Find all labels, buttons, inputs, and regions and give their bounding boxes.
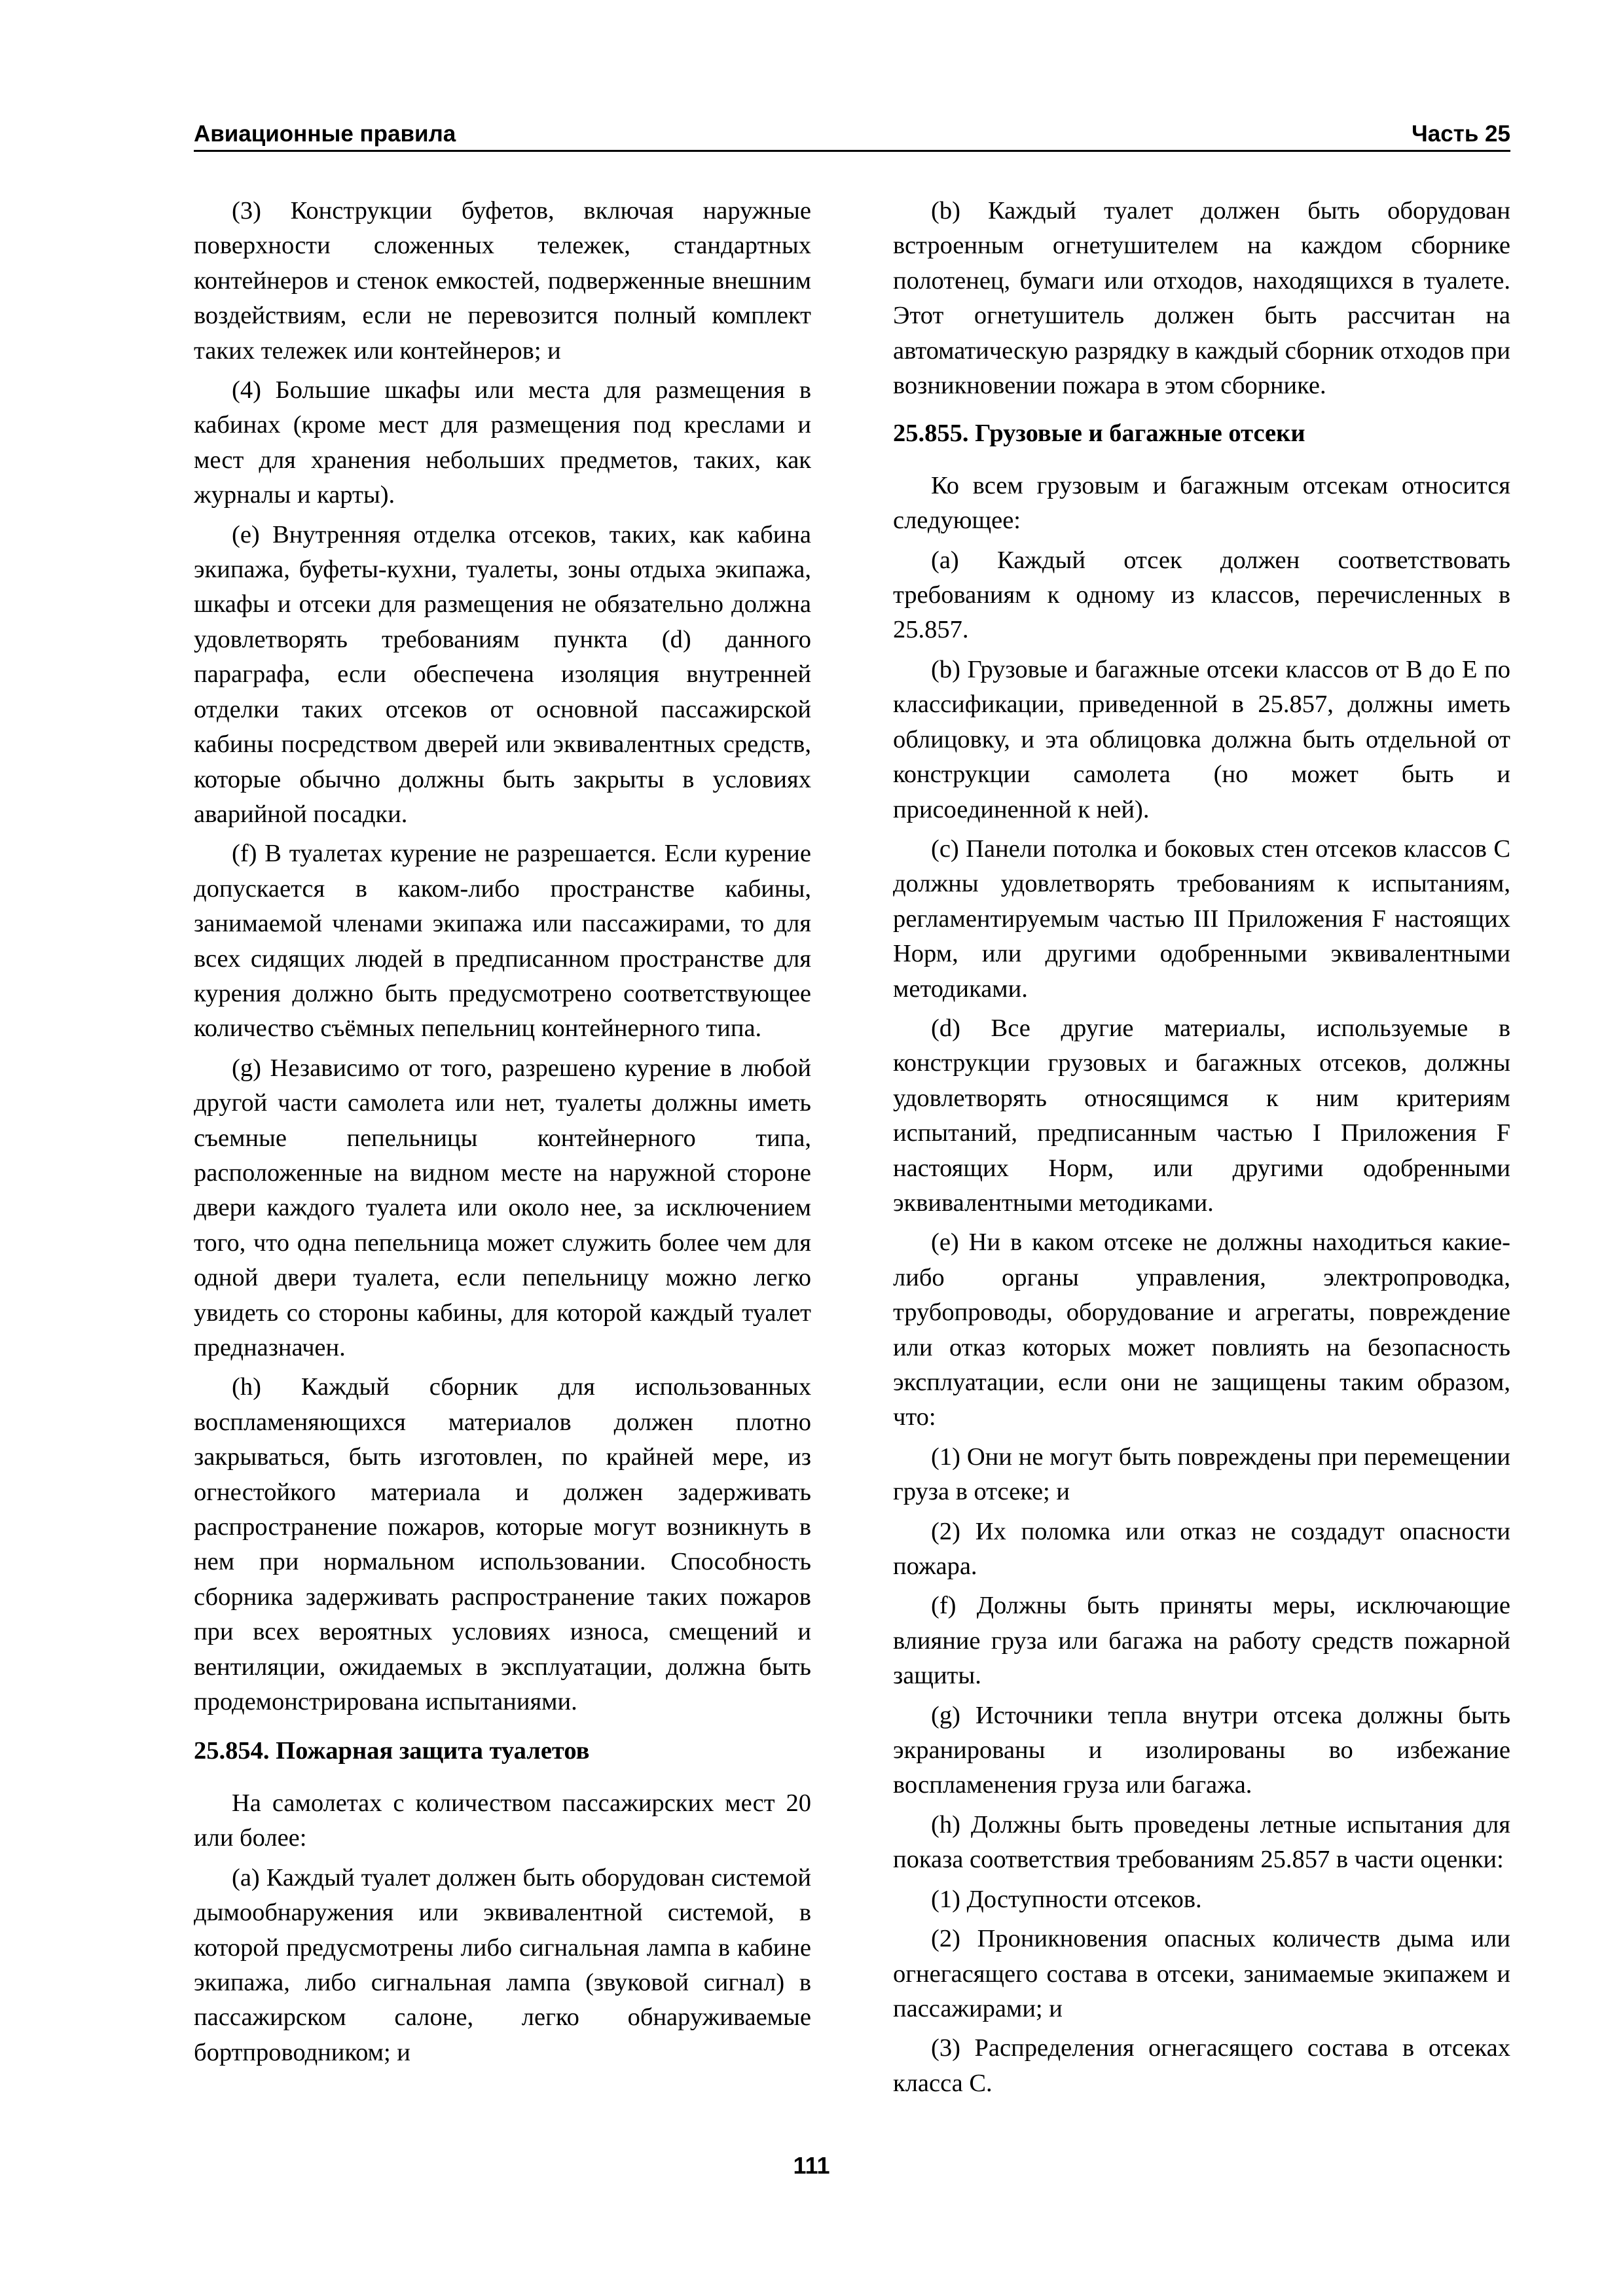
paragraph: (4) Большие шкафы или места для размещения в кабинах (кроме мест для размещения под креслами и мест для хранения небольших предметов, таких, как журналы и карты).	[194, 376, 811, 509]
paragraph: (b) Грузовые и багажные отсеки классов от В до Е по классификации, приведенной в 25.857, должны иметь облицовку, и эта облицовка должна быть отдельной от конструкции самолета (но может быть и присоединенной к ней).	[893, 655, 1510, 823]
paragraph: (f) В туалетах курение не разрешается. Если курение допускается в каком-либо пространстве кабины, занимаемой членами экипажа или пассажирами, то для всех сидящих людей в предписанном пространстве для курения должно быть предусмотрено соответствующее количество съёмных пепельниц контейнерного типа.	[194, 840, 811, 1043]
paragraph: (h) Каждый сборник для использованных воспламеняющихся материалов должен плотно закрываться, быть изготовлен, по крайней мере, из огнестойкого материала и должен задерживать распространение пожаров, которые могут возникнуть в нем при нормальном использовании. Способность сборника задерживать распространение таких пожаров при всех вероятных условиях износа, смещений и вентиляции, ожидаемых в эксплуатации, должна быть продемонстрирована испытаниями.	[194, 1373, 811, 1716]
paragraph: (d) Все другие материалы, используемые в конструкции грузовых и багажных отсеков, должны удовлетворять относящимся к ним критериям испытаний, предписанным частью I Приложения F настоящих Норм, или другими одобренными эквивалентными методиками.	[893, 1014, 1510, 1217]
paragraph: (a) Каждый туалет должен быть оборудован системой дымообнаружения или эквивалентной системой, в которой предусмотрены либо сигнальная лампа в кабине экипажа, либо сигнальная лампа (звуковой сигнал) в пассажирском салоне, легко обнаруживаемые бортпроводником; и	[194, 1863, 811, 2066]
paragraph: (2) Проникновения опасных количеств дыма или огнегасящего состава в отсеки, занимаемые экипажем и пассажирами; и	[893, 1925, 1510, 2022]
header-part: Часть 25	[1412, 121, 1510, 147]
running-header	[194, 115, 1510, 152]
paragraph: (1) Доступности отсеков.	[931, 1885, 1202, 1913]
paragraph: (e) Внутренняя отделка отсеков, таких, как кабина экипажа, буфеты-кухни, туалеты, зоны отдыха экипажа, шкафы и отсеки для размещения не обязательно должна удовлетворять требованиям пункта (d) данного параграфа, если обеспечена изоляция внутренней отделки таких отсеков от основной пассажирской кабины посредством дверей или эквивалентных средств, которые обычно должны быть закрыты в условиях аварийной посадки.	[194, 520, 811, 828]
paragraph: (1) Они не могут быть повреждены при перемещении груза в отсеке; и	[893, 1443, 1510, 1506]
section-heading: 25.854. Пожарная защита туалетов	[194, 1737, 590, 1765]
right-column	[893, 194, 1510, 2106]
header-title: Авиационные правила	[194, 121, 456, 147]
paragraph: На самолетах с количеством пассажирских мест 20 или более:	[194, 1789, 811, 1852]
paragraph: (3) Распределения огнегасящего состава в отсеках класса С.	[893, 2034, 1510, 2097]
paragraph: (2) Их поломка или отказ не создадут опасности пожара.	[893, 1517, 1510, 1581]
paragraph: (3) Конструкции буфетов, включая наружные поверхности сложенных тележек, стандартных контейнеров и стенок емкостей, подверженные внешним воздействиям, если не перевозится полный комплект таких тележек или контейнеров; и	[194, 197, 811, 365]
page-number: 111	[793, 2152, 830, 2179]
paragraph: (c) Панели потолка и боковых стен отсеков классов С должны удовлетворять требованиям к испытаниям, регламентируемым частью III Приложения F настоящих Норм, или другими одобренными эквивалентными методиками.	[893, 834, 1510, 1003]
paragraph: (g) Источники тепла внутри отсека должны быть экранированы и изолированы во избежание воспламенения груза или багажа.	[893, 1701, 1510, 1799]
paragraph: (e) Ни в каком отсеке не должны находиться какие-либо органы управления, электропроводка, трубопроводы, оборудование и агрегаты, повреждение или отказ которых может повлиять на безопасность эксплуатации, если они не защищены таким образом, что:	[893, 1229, 1510, 1431]
section-heading: 25.855. Грузовые и багажные отсеки	[893, 420, 1305, 448]
left-column	[194, 194, 811, 2075]
paragraph: Ко всем грузовым и багажным отсекам относится следующее:	[893, 471, 1510, 535]
paragraph: (g) Независимо от того, разрешено курение в любой другой части самолета или нет, туалеты должны иметь съемные пепельницы контейнерного типа, расположенные на видном месте на наружной стороне двери каждого туалета или около нее, за исключением того, что одна пепельница может служить более чем для одной двери туалета, если пепельницу можно легко увидеть со стороны кабины, для которой каждый туалет предназначен.	[194, 1054, 811, 1361]
paragraph: (b) Каждый туалет должен быть оборудован встроенным огнетушителем на каждом сборнике полотенец, бумаги или отходов, находящихся в туалете. Этот огнетушитель должен быть рассчитан на автоматическую разрядку в каждый сборник отходов при возникновении пожара в этом сборнике.	[893, 197, 1510, 400]
paragraph: (f) Должны быть приняты меры, исключающие влияние груза или багажа на работу средств пожарной защиты.	[893, 1592, 1510, 1690]
paragraph: (a) Каждый отсек должен соответствовать требованиям к одному из классов, перечисленных в 25.857.	[893, 546, 1510, 644]
paragraph: (h) Должны быть проведены летные испытания для показа соответствия требованиям 25.857 в части оценки:	[893, 1810, 1510, 1874]
